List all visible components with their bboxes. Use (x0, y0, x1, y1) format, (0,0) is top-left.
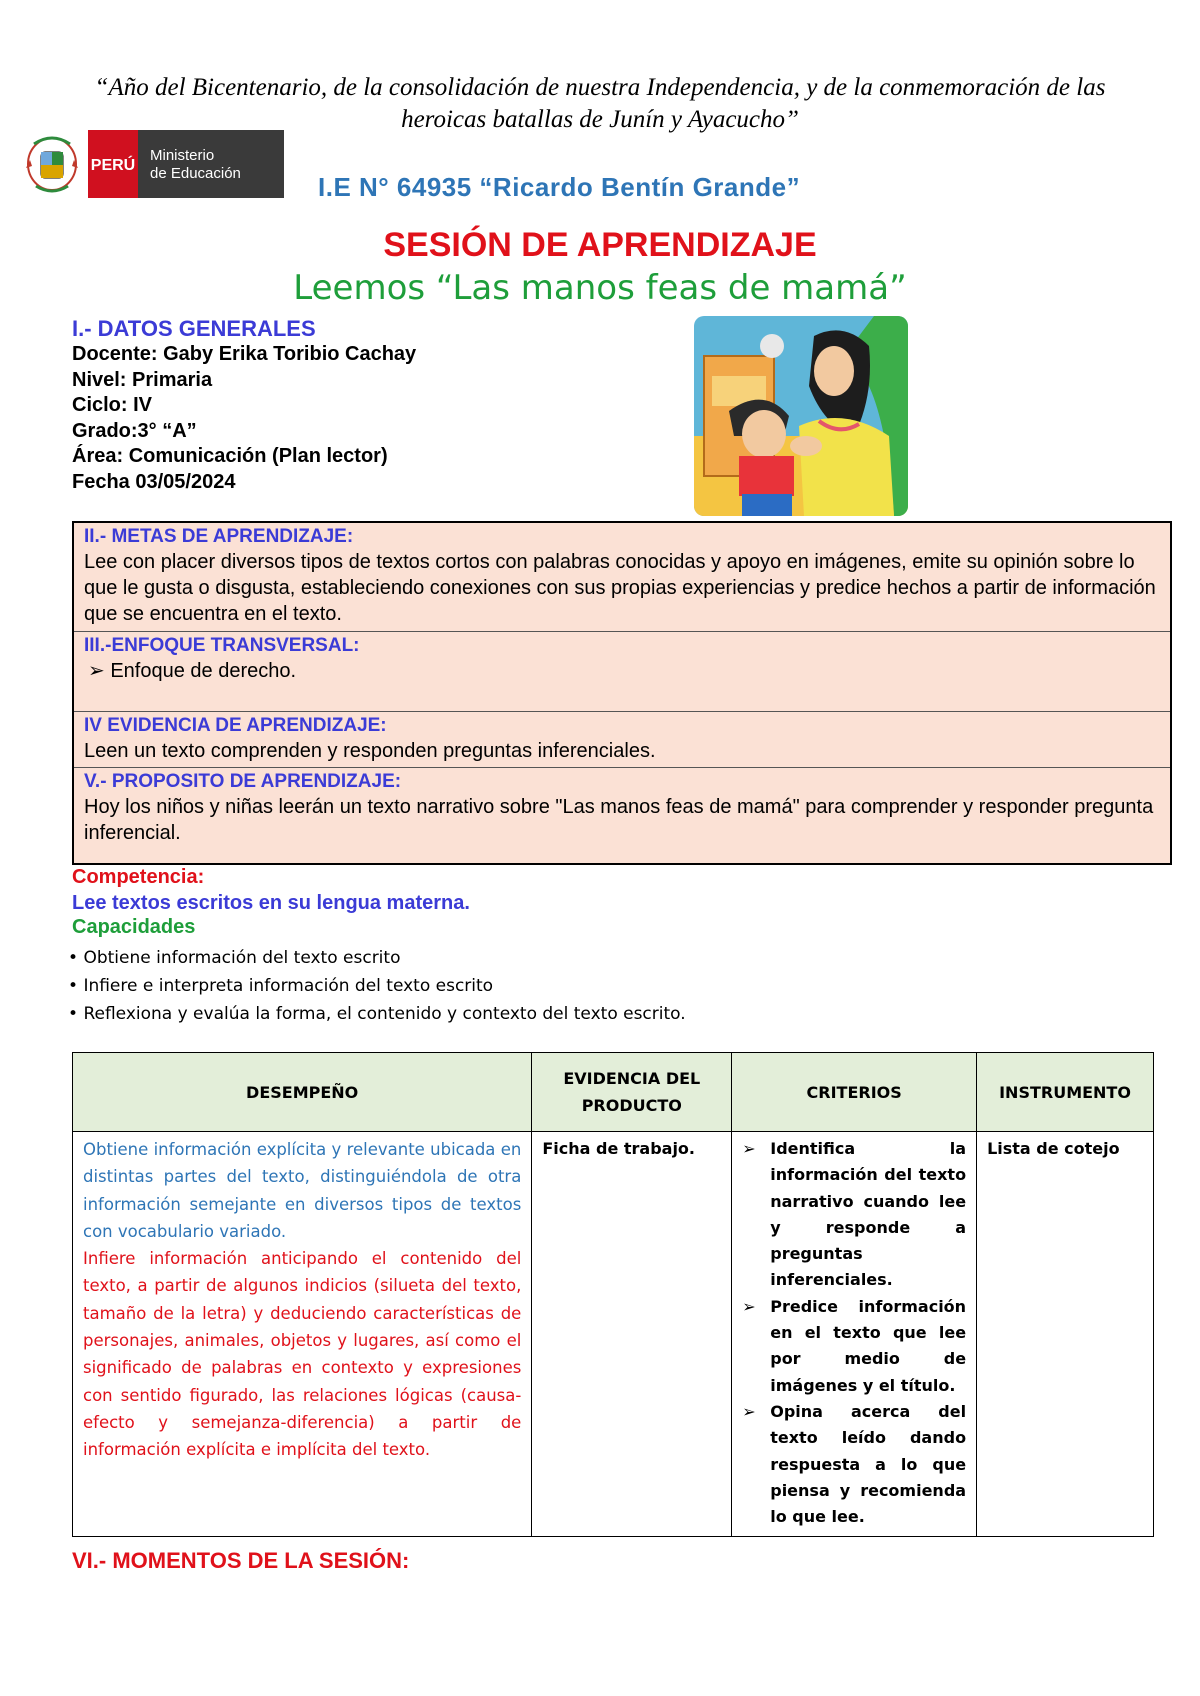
competency-text: Lee textos escritos en su lengua materna. (72, 892, 470, 914)
capacities-label: Capacidades (72, 916, 196, 938)
evidence-text: Leen un texto comprenden y responden preguntas inferenciales. (84, 740, 656, 762)
evidence-heading: IV EVIDENCIA DE APRENDIZAJE: (84, 715, 387, 736)
date-line: Fecha 03/05/2024 (72, 470, 236, 493)
criterios-list (742, 1136, 966, 1530)
approach-section (74, 631, 1170, 711)
moments-heading: VI.- MOMENTOS DE LA SESIÓN: (72, 1548, 410, 1573)
capacity-item: • Reflexiona y evalúa la forma, el contenido y contexto del texto escrito. (68, 1004, 686, 1024)
purpose-heading: V.- PROPOSITO DE APRENDIZAJE: (84, 771, 402, 792)
goals-heading: II.- METAS DE APRENDIZAJE: (84, 526, 354, 547)
criterios-cell (732, 1132, 977, 1537)
desempeno-explicit: Obtiene información explícita y relevante ubicada en distintas partes del texto, distinguiéndola de otra información semejante en diversos tipos de textos con vocabulario variado. (83, 1140, 522, 1241)
arrow-bullet-icon: ➢ (742, 1296, 756, 1316)
bullet-icon: • (68, 1004, 84, 1024)
logo-ministry-line1: Ministerio (150, 147, 215, 164)
bullet-icon: • (68, 976, 84, 996)
logo-ministry-line2: de Educación (150, 165, 241, 182)
competency-label: Competencia: (72, 866, 205, 888)
grade-line: Grado:3° “A” (72, 419, 197, 442)
performance-table (72, 1052, 1154, 1537)
arrow-bullet-icon: ➢ (742, 1401, 756, 1421)
cycle-line: Ciclo: IV (72, 394, 153, 417)
peru-coat-of-arms-icon (26, 138, 78, 191)
capacity-item: • Obtiene información del texto escrito (68, 948, 401, 968)
purpose-section (74, 767, 1170, 863)
bullet-icon: • (68, 948, 84, 968)
arrow-bullet-icon: ➢ (742, 1139, 756, 1158)
evidencia-text: Ficha de trabajo. (542, 1139, 695, 1158)
session-title: SESIÓN DE APRENDIZAJE (383, 226, 817, 264)
approach-item: ➢ Enfoque de derecho. (88, 660, 297, 682)
purpose-text: Hoy los niños y niñas leerán un texto narrativo sobre "Las manos feas de mamá" para comprender y responder pregunta inferencial. (84, 796, 1154, 844)
level-line: Nivel: Primaria (72, 368, 213, 391)
criterion-item: ➢ Opina acerca del texto leído dando respuesta a lo que piensa y recomienda lo que lee. (742, 1399, 966, 1530)
header-evidencia: EVIDENCIA DEL PRODUCTO (532, 1053, 732, 1132)
motto-line: “Año del Bicentenario, de la consolidación de nuestra Independencia, y de la conmemoración de las heroicas batallas de Junín y Ayacucho” (94, 74, 1106, 133)
capacity-item: • Infiere e interpreta información del texto escrito (68, 976, 494, 996)
general-data-heading: I.- DATOS GENERALES (72, 316, 316, 341)
logo-country-text: PERÚ (90, 157, 136, 174)
learning-info-box (72, 521, 1172, 865)
arrow-bullet-icon: ➢ (88, 660, 111, 682)
table-header-row (73, 1053, 1154, 1132)
header-desempeno: DESEMPEÑO (73, 1053, 532, 1132)
instrumento-cell (977, 1132, 1154, 1537)
teacher-line: Docente: Gaby Erika Toribio Cachay (72, 343, 417, 365)
general-data-list (72, 342, 416, 496)
desempeno-infer: Infiere información anticipando el contenido del texto, a partir de algunos indicios (silueta del texto, tamaño de la letra) y deduciendo características de personajes, animales, objetos y lugares, así como el significado de palabras en contexto y expresiones con sentido figurado, las relaciones lógicas (causa-efecto y semejanza-diferencia) a partir de información explícita e implícita del texto. (83, 1249, 522, 1460)
area-line: Área: Comunicación (Plan lector) (72, 445, 388, 468)
table-row (73, 1132, 1154, 1537)
school-name: I.E N° 64935 “Ricardo Bentín Grande” (318, 172, 801, 202)
mother-child-illustration (694, 316, 908, 516)
instrumento-text: Lista de cotejo (987, 1139, 1120, 1158)
desempeno-cell (73, 1132, 532, 1537)
header-criterios: CRITERIOS (732, 1053, 977, 1132)
evidence-section (74, 711, 1170, 767)
criterion-item: ➢ Predice información en el texto que lee por medio de imágenes y el título. (742, 1294, 966, 1399)
criterion-item: ➢ Identifica la información del texto narrativo cuando lee y responde a preguntas inferenciales. (742, 1136, 966, 1294)
goals-text: Lee con placer diversos tipos de textos cortos con palabras conocidas y apoyo en imágenes, emite su opinión sobre lo que le gusta o disgusta, estableciendo conexiones con sus propias experiencias y predice hechos a partir de información que se encuentra en el texto. (84, 551, 1156, 625)
reading-title: Leemos “Las manos feas de mamá” (293, 268, 907, 308)
header-instrumento: INSTRUMENTO (977, 1053, 1154, 1132)
capacities-list (68, 944, 686, 1028)
evidencia-cell (532, 1132, 732, 1537)
goals-section (74, 523, 1170, 631)
minedu-logo (22, 130, 284, 198)
approach-heading: III.-ENFOQUE TRANSVERSAL: (84, 635, 360, 656)
